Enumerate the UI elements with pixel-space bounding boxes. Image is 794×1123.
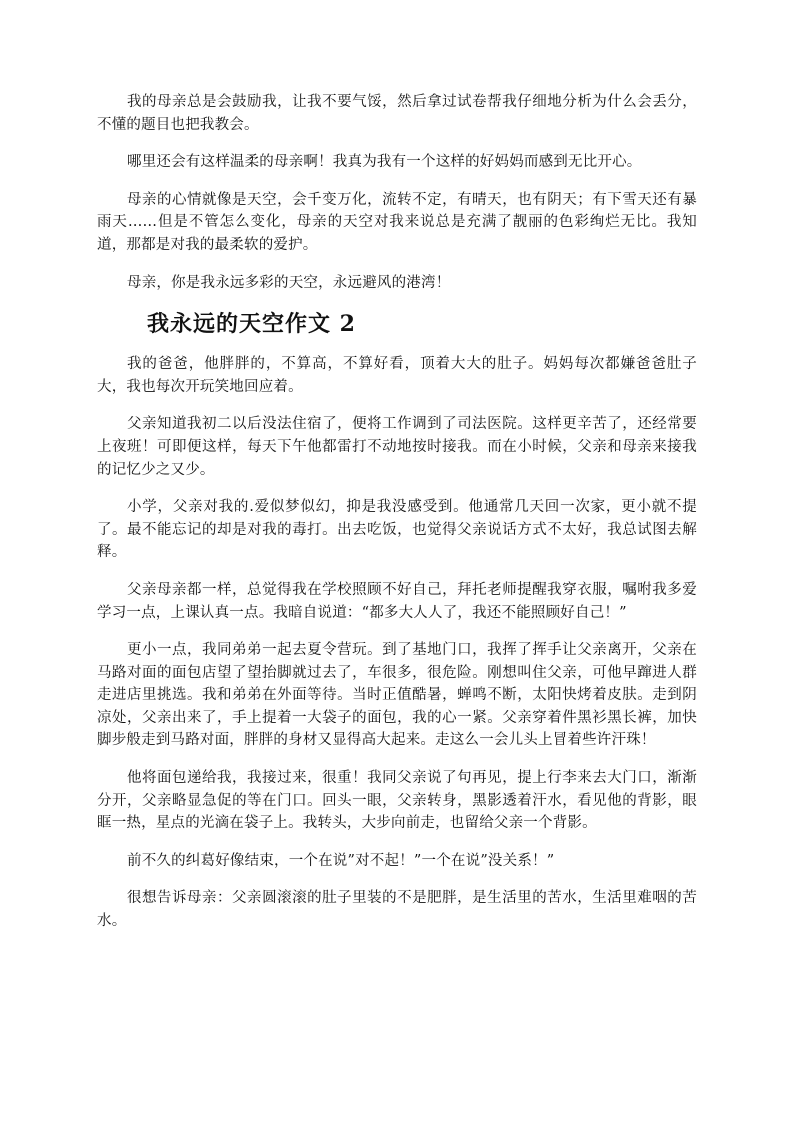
- paragraph: 母亲的心情就像是天空，会千变万化，流转不定，有晴天，也有阴天；有下雪天还有暴雨天……但是不管怎么变化，母亲的天空对我来说总是充满了靓丽的色彩绚烂无比。我知道，那都是对我的最柔软的爱护。: [97, 191, 697, 253]
- paragraph: 母亲，你是我永远多彩的天空，永远避风的港湾！: [127, 274, 451, 291]
- paragraph: 哪里还会有这样温柔的母亲啊！我真为我有一个这样的好妈妈而感到无比开心。: [127, 154, 642, 171]
- document-page: [97, 91, 697, 948]
- paragraph: 他将面包递给我，我接过来，很重！我同父亲说了句再见，提上行李来去大门口，渐渐分开，父亲略显急促的等在门口。回头一眼，父亲转身，黑影透着汗水，看见他的背影，眼眶一热，星点的光滴在袋子上。我转头，大步向前走，也留给父亲一个背影。: [97, 770, 697, 832]
- paragraph: 我的爸爸，他胖胖的，不算高，不算好看，顶着大大的肚子。妈妈每次都嫌爸爸肚子大，我也每次开玩笑地回应着。: [97, 356, 697, 395]
- paragraph: 小学，父亲对我的.爱似梦似幻，抑是我没感受到。他通常几天回一次家，更小就不提了。最不能忘记的却是对我的毒打。出去吃饭，也觉得父亲说话方式不太好，我总试图去解释。: [97, 499, 697, 561]
- paragraph: 很想告诉母亲：父亲圆滚滚的肚子里装的不是肥胖，是生活里的苦水，生活里难咽的苦水。: [97, 890, 697, 930]
- paragraph: 更小一点，我同弟弟一起去夏令营玩。到了基地门口，我挥了挥手让父亲离开，父亲在马路对面的面包店望了望抬脚就过去了，车很多，很危险。刚想叫住父亲，可他早蹿进人群走进店里挑选。我和弟弟在外面等待。当时正值酷暑，蝉鸣不断，太阳快烤着皮肤。走到阴凉处，父亲出来了，手上提着一大袋子的面包，我的心一紧。父亲穿着件黑衫黑长裤，加快脚步般走到马路对面，胖胖的身材又显得高大起来。走这么一会儿头上冒着些许汗珠！: [97, 642, 697, 749]
- section-heading: 我永远的天空作文 2: [147, 311, 356, 338]
- paragraph: 我的母亲总是会鼓励我，让我不要气馁，然后拿过试卷帮我仔细地分析为什么会丢分，不懂的题目也把我教会。: [97, 94, 697, 133]
- paragraph: 前不久的纠葛好像结束，一个在说”对不起！”一个在说”没关系！”: [127, 852, 555, 869]
- paragraph: 父亲母亲都一样，总觉得我在学校照顾不好自己，拜托老师提醒我穿衣服，嘱咐我多爱学习一点，上课认真一点。我暗自说道：“都多大人人了，我还不能照顾好自己！”: [97, 581, 697, 621]
- paragraph: 父亲知道我初二以后没法住宿了，便将工作调到了司法医院。这样更辛苦了，还经常要上夜班！可即便这样，每天下午他都雷打不动地按时接我。而在小时候，父亲和母亲来接我的记忆少之又少。: [97, 416, 697, 478]
